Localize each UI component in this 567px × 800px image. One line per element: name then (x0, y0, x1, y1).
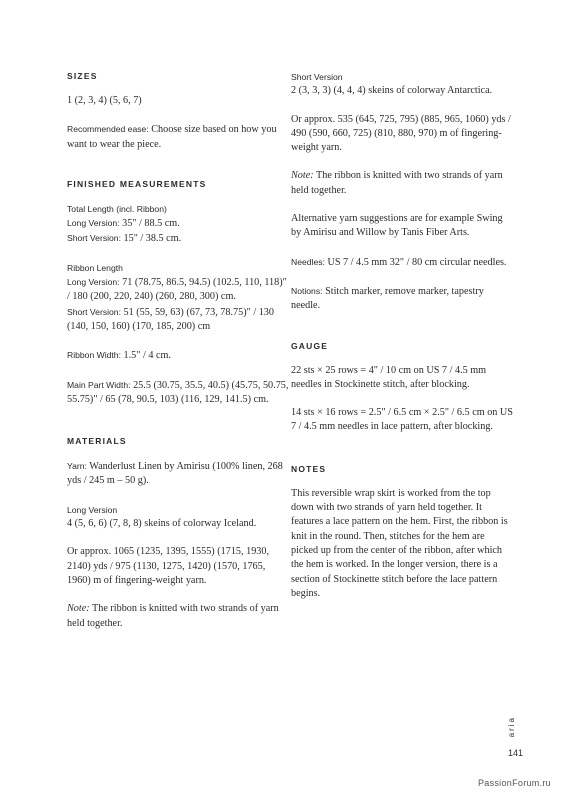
recommended-ease (67, 122, 289, 152)
yarn (67, 459, 289, 489)
notions-label: Notions: (291, 285, 323, 296)
page-number: 141 (508, 748, 524, 758)
alternative-yarn: Alternative yarn suggestions are for example Swing by Amirisu and Willow by Tanis Fiber Arts. (291, 213, 503, 239)
ribbon-short (67, 305, 289, 335)
ribbon-width-label: Ribbon Width: (67, 350, 121, 361)
needles (291, 255, 513, 270)
ribbon-short-label: Short Version: (67, 306, 121, 317)
yarn-label: Yarn: (67, 461, 87, 472)
needles-value: US 7 / 4.5 mm 32" / 80 cm circular needles. (324, 256, 507, 268)
notions-value: Stitch marker, remove marker, tapestry needle. (291, 285, 484, 312)
short-label: Short Version: (67, 233, 121, 244)
note-text: The ribbon is knitted with two strands of yarn held together. (291, 170, 503, 196)
long-value: 35" / 88.5 cm. (119, 218, 180, 230)
ribbon-long-label: Long Version: (67, 277, 120, 288)
long-version-label: Long Version (67, 504, 118, 515)
ease-label: Recommended ease: (67, 124, 149, 135)
left-column (67, 70, 289, 645)
short-version-approx: Or approx. 535 (645, 725, 795) (885, 965, 1060) yds / 490 (590, 660, 725) (810, 880, 970) m of fingering-weight yarn. (291, 113, 511, 154)
ribbon-long (67, 275, 289, 305)
main-part-label: Main Part Width: (67, 379, 131, 390)
needles-label: Needles: (291, 256, 325, 267)
note-label: Note: (291, 170, 314, 182)
long-version-approx: Or approx. 1065 (1235, 1395, 1555) (1715, 1930, 2140) yds / 975 (1130, 1275, 1420) (1570, 1765, 1960) m of fingering-weight yarn. (67, 546, 270, 586)
long-label: Long Version: (67, 218, 120, 229)
yarn-value: Wanderlust Linen by Amirisu (100% linen, 268 yds / 245 m – 50 g). (67, 461, 283, 487)
right-column (291, 70, 513, 615)
ribbon-short-value: 51 (55, 59, 63) (67, 73, 78.75)" / 130 (140, 150, 160) (170, 185, 200) cm (67, 306, 274, 332)
short-version-skeins: 2 (3, 3, 3) (4, 4, 4) skeins of colorway Antarctica. (291, 85, 493, 97)
main-part-width (67, 378, 289, 408)
gauge-lace: 14 sts × 16 rows = 2.5" / 6.5 cm × 2.5" / 6.5 cm on US 7 / 4.5 mm needles in lace pattern, after blocking. (291, 407, 513, 433)
watermark: PassionForum.ru (477, 778, 551, 788)
notes-text: This reversible wrap skirt is worked from the top down with two strands of yarn held together. It features a lace pattern on the hem. First, the ribbon is knit in the round. Then, stitches for the hem are picked up from the center of the ribbon, after which the hem is worked. In the longer version, there is a section of Stockinette stitch before the lace pattern begins. (291, 487, 508, 599)
total-length-label: Total Length (incl. Ribbon) (67, 203, 167, 214)
pattern-name-side-label: aria (507, 716, 516, 738)
materials-heading: MATERIALS (67, 436, 127, 447)
note-text: The ribbon is knitted with two strands of yarn held together. (67, 603, 279, 629)
ribbon-length-label: Ribbon Length (67, 262, 123, 273)
notions (291, 284, 513, 314)
short-version-label: Short Version (291, 72, 343, 82)
right-note (291, 169, 513, 198)
sizes-heading: SIZES (67, 71, 98, 81)
short-value: 15" / 38.5 cm. (120, 233, 182, 245)
ribbon-width (67, 348, 289, 363)
main-part-value: 25.5 (30.75, 35.5, 40.5) (45.75, 50.75, 55.75)" / 65 (78, 90.5, 103) (116, 129, 141.5) cm. (67, 379, 289, 405)
total-long (67, 216, 289, 231)
notes-heading: NOTES (291, 463, 327, 474)
gauge-stockinette: 22 sts × 25 rows = 4" / 10 cm on US 7 / 4.5 mm needles in Stockinette stitch, after blocking. (291, 364, 487, 390)
ease-text: Choose size based on how you want to wear the piece. (67, 124, 277, 150)
left-note (67, 602, 289, 631)
sizes-value: 1 (2, 3, 4) (5, 6, 7) (67, 95, 142, 106)
total-short (67, 231, 289, 246)
ribbon-width-value: 1.5" / 4 cm. (120, 350, 171, 362)
note-label: Note: (67, 603, 90, 615)
ribbon-long-value: 71 (78.75, 86.5, 94.5) (102.5, 110, 118)" / 180 (200, 220, 240) (260, 280, 300) cm. (67, 277, 287, 303)
finished-measurements-heading: FINISHED MEASUREMENTS (67, 178, 207, 189)
gauge-heading: GAUGE (291, 340, 329, 351)
long-version-skeins: 4 (5, 6, 6) (7, 8, 8) skeins of colorway Iceland. (67, 518, 257, 530)
